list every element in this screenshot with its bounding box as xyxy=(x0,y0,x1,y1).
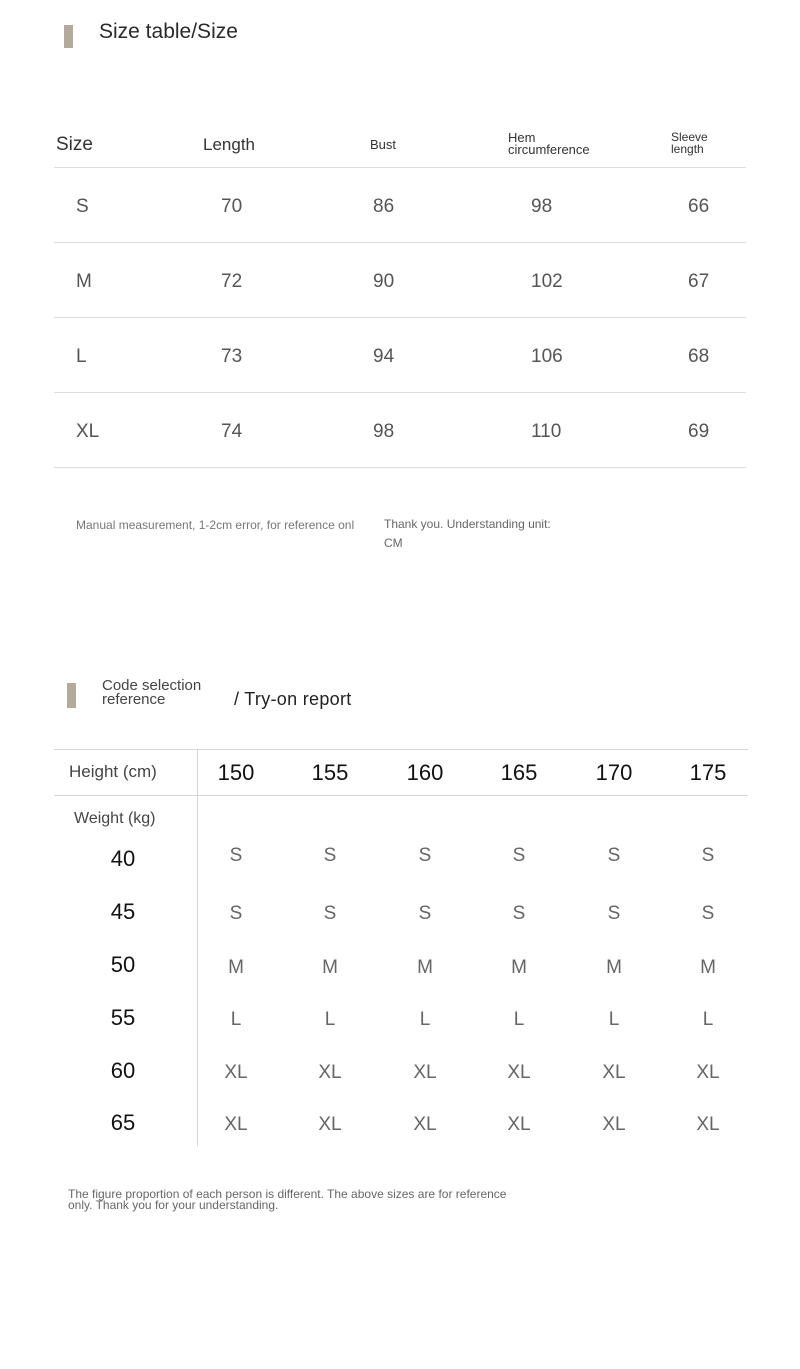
reference-note: The figure proportion of each person is different. The above sizes are for reference only. Thank you for your understanding. xyxy=(68,1187,507,1212)
recommended-size: XL xyxy=(224,1114,248,1135)
size-table-body xyxy=(54,168,746,468)
size-cell: L xyxy=(76,346,87,367)
size-cell: 94 xyxy=(373,346,395,367)
height-value: 170 xyxy=(595,760,633,785)
weight-value: 55 xyxy=(110,1005,136,1030)
height-value: 150 xyxy=(217,760,255,785)
recommended-size: S xyxy=(607,903,621,924)
recommended-size: M xyxy=(606,957,622,978)
size-cell: 68 xyxy=(688,346,710,367)
size-cell: XL xyxy=(76,421,100,442)
size-cell: 74 xyxy=(221,421,243,442)
recommended-size: L xyxy=(702,1009,714,1030)
recommended-size: M xyxy=(511,957,527,978)
weight-value: 45 xyxy=(110,899,136,924)
recommended-size: M xyxy=(322,957,338,978)
weight-label: Weight (kg) xyxy=(74,810,156,827)
recommended-size: S xyxy=(229,845,243,866)
height-label: Height (cm) xyxy=(69,762,157,781)
recommended-size: XL xyxy=(696,1062,720,1083)
size-cell: 67 xyxy=(688,271,710,292)
recommended-size: L xyxy=(513,1009,525,1030)
size-cell: 72 xyxy=(221,271,243,292)
recommended-size: S xyxy=(418,903,432,924)
size-table-header xyxy=(54,120,746,168)
weight-value: 65 xyxy=(110,1110,136,1135)
recommended-size: S xyxy=(229,903,243,924)
size-cell: 110 xyxy=(531,421,562,442)
recommended-size: XL xyxy=(507,1062,531,1083)
recommended-size: XL xyxy=(602,1114,626,1135)
weight-value: 40 xyxy=(110,846,136,871)
size-cell: 98 xyxy=(531,196,553,217)
recommended-size: M xyxy=(228,957,244,978)
size-cell: 73 xyxy=(221,346,243,367)
section-marker xyxy=(64,25,73,48)
recommended-size: S xyxy=(701,903,715,924)
height-value: 165 xyxy=(500,760,538,785)
recommended-size: L xyxy=(608,1009,620,1030)
recommended-size: XL xyxy=(413,1114,437,1135)
height-value: 175 xyxy=(689,760,727,785)
recommended-size: S xyxy=(512,903,526,924)
recommended-size: S xyxy=(701,845,715,866)
size-cell: 66 xyxy=(688,196,710,217)
size-cell: M xyxy=(76,271,92,292)
section-marker xyxy=(67,683,76,708)
size-row xyxy=(54,168,746,243)
recommended-size: L xyxy=(324,1009,336,1030)
recommended-size: XL xyxy=(318,1114,342,1135)
weight-value: 60 xyxy=(110,1058,136,1083)
recommended-size: XL xyxy=(507,1114,531,1135)
grid-divider xyxy=(197,750,198,1146)
recommended-size: L xyxy=(230,1009,242,1030)
size-cell: 98 xyxy=(373,421,395,442)
header-bust: Bust xyxy=(370,137,397,152)
recommended-size: XL xyxy=(224,1062,248,1083)
header-size: Size xyxy=(56,134,93,155)
recommended-size: L xyxy=(419,1009,431,1030)
recommended-size: M xyxy=(417,957,433,978)
size-cell: 69 xyxy=(688,421,710,442)
recommended-size: S xyxy=(607,845,621,866)
grid-header-rule xyxy=(54,795,748,796)
measurement-note: Manual measurement, 1-2cm error, for reference onl xyxy=(76,518,355,532)
size-cell: 90 xyxy=(373,271,395,292)
size-table-title: Size table/Size xyxy=(99,20,238,43)
grid-top-rule xyxy=(54,749,748,750)
size-table xyxy=(54,120,746,468)
size-cell: 86 xyxy=(373,196,395,217)
size-cell: 70 xyxy=(221,196,243,217)
recommended-size: S xyxy=(512,845,526,866)
size-row xyxy=(54,243,746,318)
size-cell: 102 xyxy=(531,271,563,292)
recommended-size: XL xyxy=(602,1062,626,1083)
size-row xyxy=(54,393,746,468)
recommended-size: S xyxy=(323,845,337,866)
weight-value: 50 xyxy=(110,952,136,977)
size-row xyxy=(54,318,746,393)
unit-note: Thank you. Understanding unit: xyxy=(384,517,551,531)
header-sleeve: Sleeve length xyxy=(671,130,708,156)
header-hem: Hem circumference xyxy=(508,130,590,157)
recommended-size: M xyxy=(700,957,716,978)
selection-title: Code selection reference xyxy=(102,677,202,708)
height-value: 155 xyxy=(311,760,349,785)
recommended-size: XL xyxy=(318,1062,342,1083)
recommended-size: XL xyxy=(413,1062,437,1083)
size-cell: S xyxy=(76,196,89,217)
recommended-size: S xyxy=(418,845,432,866)
size-cell: 106 xyxy=(531,346,563,367)
recommended-size: XL xyxy=(696,1114,720,1135)
selection-subtitle: / Try-on report xyxy=(234,689,352,709)
height-value: 160 xyxy=(406,760,444,785)
header-length: Length xyxy=(203,135,255,154)
recommended-size: S xyxy=(323,903,337,924)
unit-note-cm: CM xyxy=(384,536,403,550)
